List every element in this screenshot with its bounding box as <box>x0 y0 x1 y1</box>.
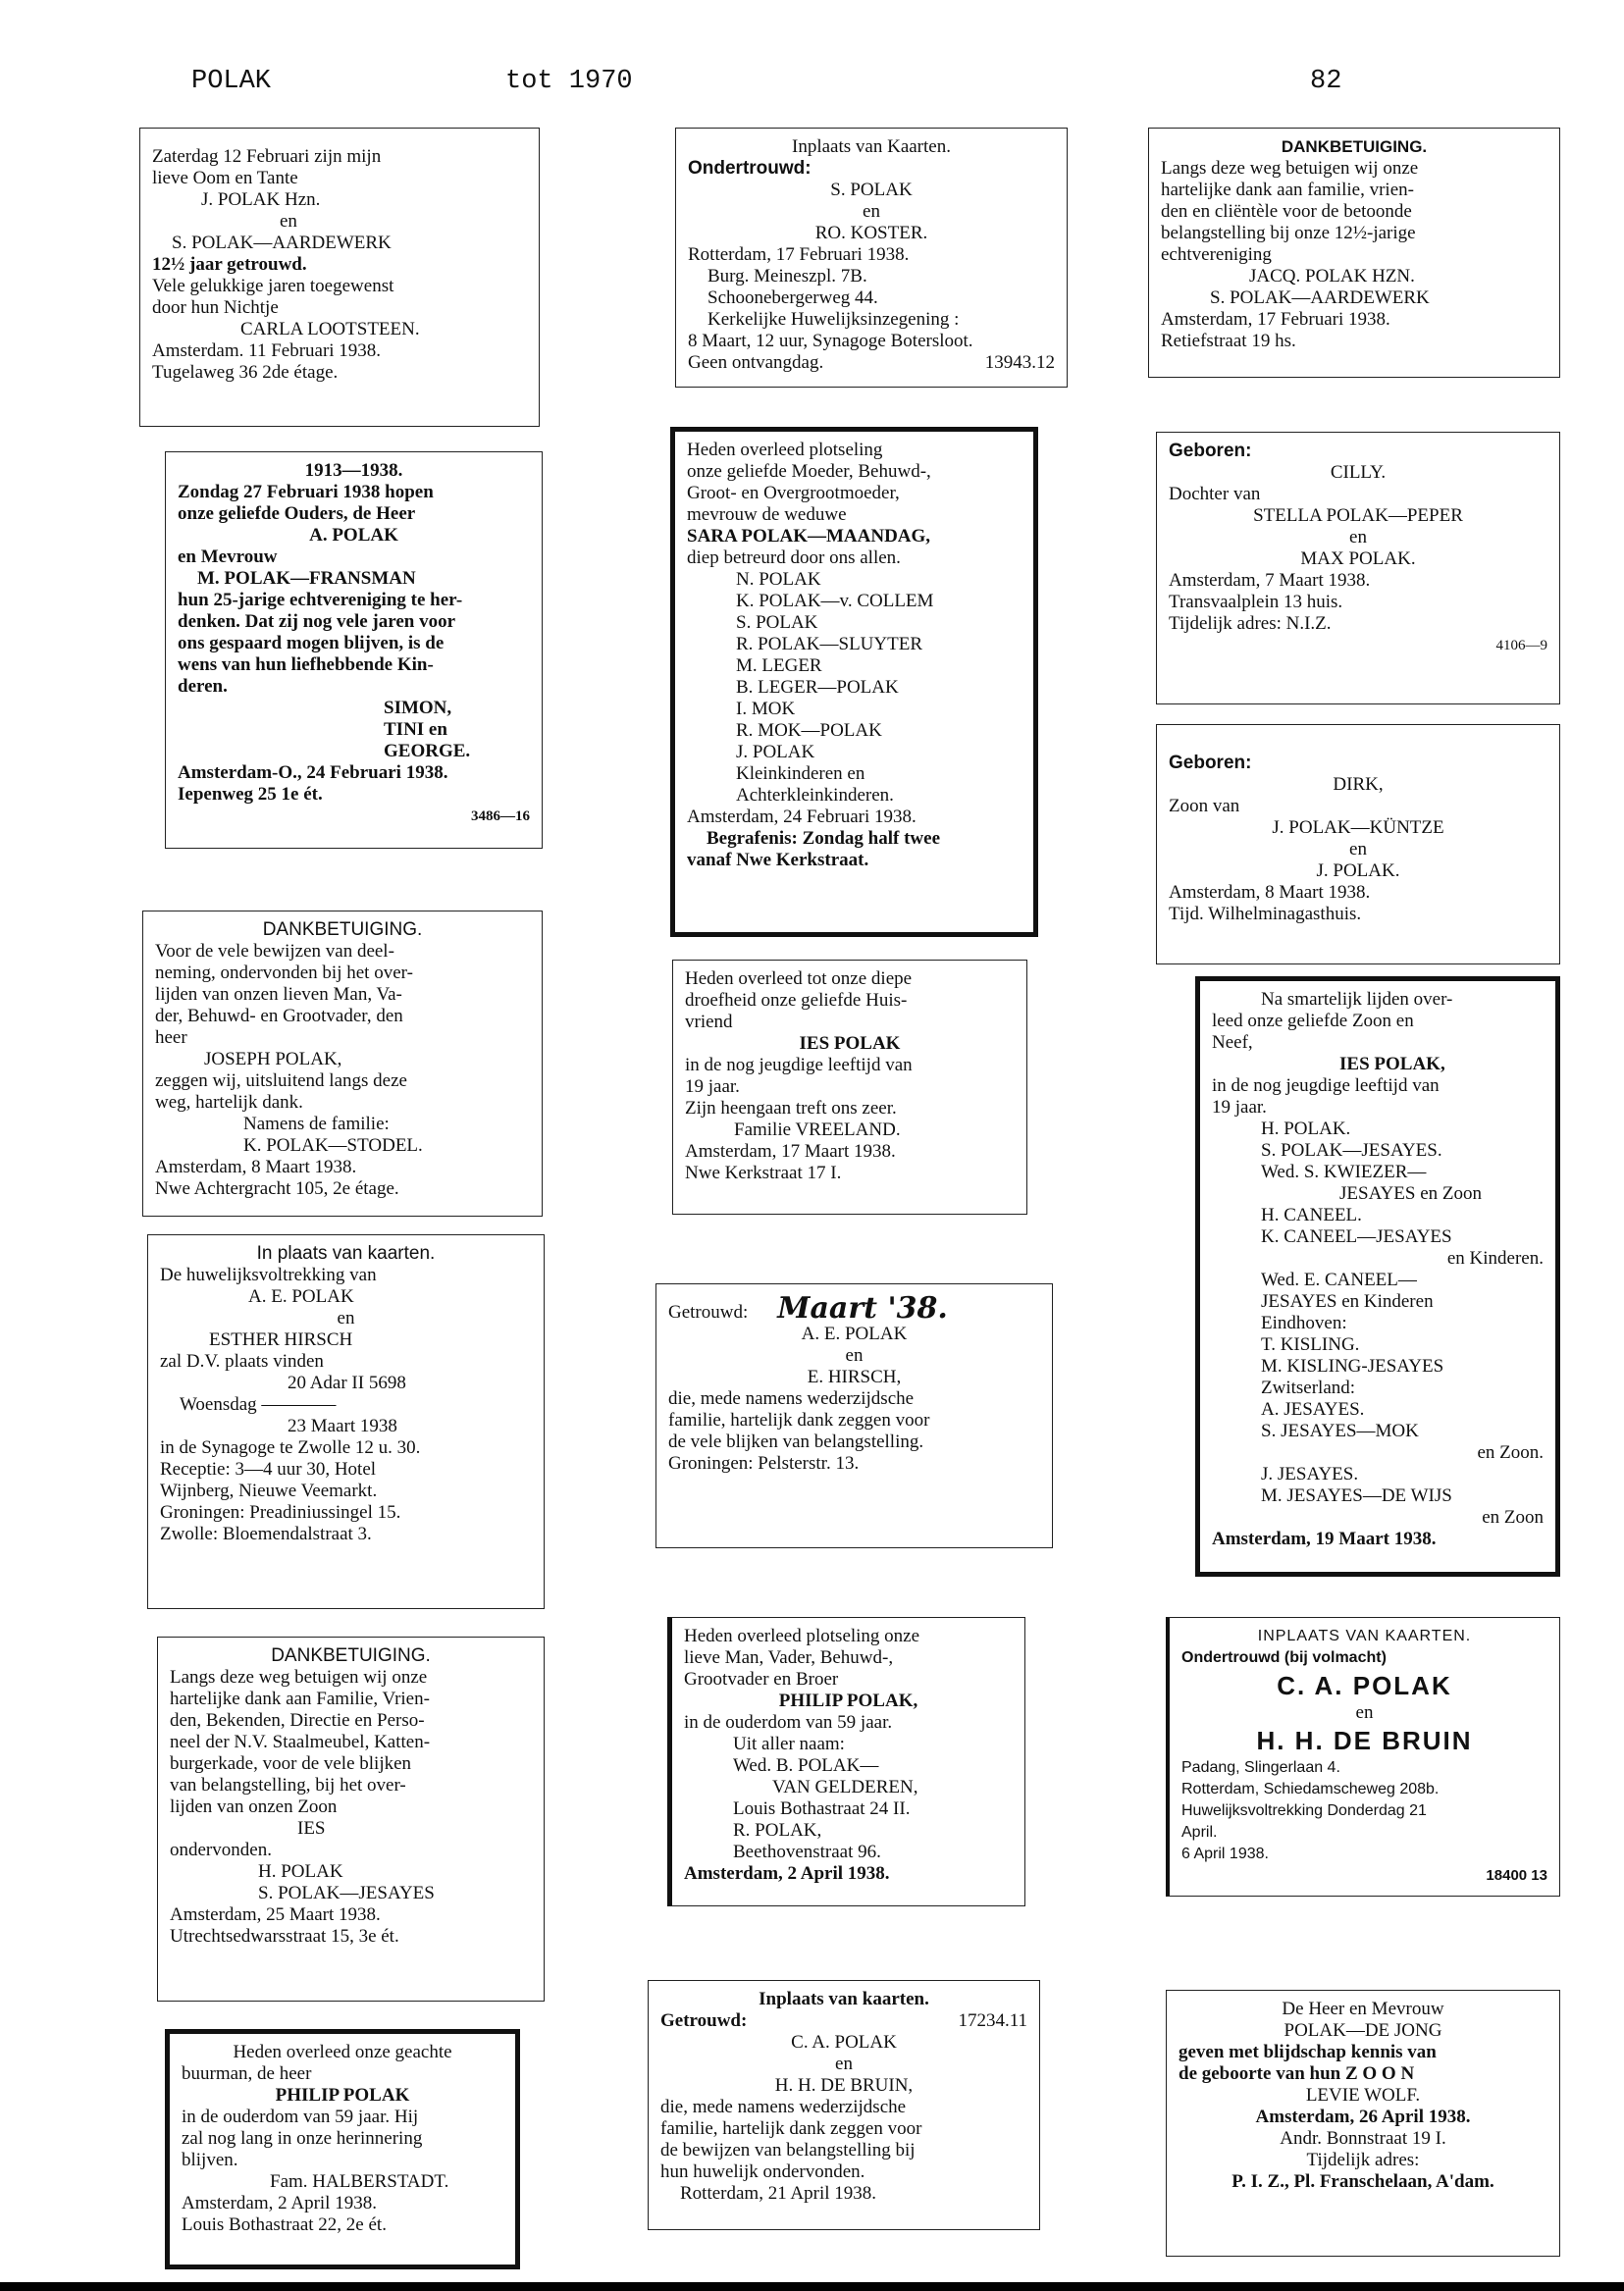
text-line: IES <box>297 1818 326 1839</box>
text-line: J. POLAK—KÜNTZE <box>1272 817 1444 838</box>
text-line: 6 April 1938. <box>1181 1846 1269 1862</box>
text-line: Zijn heengaan treft ons zeer. <box>685 1098 897 1119</box>
text-line: Geboren: <box>1169 753 1252 773</box>
text-line: Groningen: Pelsterstr. 13. <box>668 1453 860 1474</box>
text-line: M. LEGER <box>736 655 822 676</box>
text-line: in de Synagoge te Zwolle 12 u. 30. <box>160 1437 421 1458</box>
text-line: S. POLAK—AARDEWERK <box>1210 287 1430 308</box>
text-line: lijden van onzen lieven Man, Va- <box>155 984 402 1005</box>
text-line: en <box>845 1345 864 1366</box>
text-line: IES POLAK <box>799 1033 901 1054</box>
text-line: Kleinkinderen en <box>736 763 865 784</box>
text-line: de bewijzen van belangstelling bij <box>660 2140 916 2161</box>
text-line: Iepenweg 25 1e ét. <box>178 784 323 805</box>
text-line: S. POLAK <box>830 180 913 200</box>
text-line: Langs deze weg betuigen wij onze <box>1161 158 1419 179</box>
text-line: en <box>337 1308 355 1328</box>
text-line: K. CANEEL—JESAYES <box>1261 1226 1452 1247</box>
page-header-title: POLAK <box>191 67 272 96</box>
text-line: Amsterdam. 11 Februari 1938. <box>152 340 382 361</box>
announcement-thanks-ies-polak <box>157 1637 545 2002</box>
text-line: zal D.V. plaats vinden <box>160 1351 324 1372</box>
text-line: Rotterdam, Schiedamscheweg 208b. <box>1181 1781 1440 1797</box>
text-line: Achterkleinkinderen. <box>736 785 894 806</box>
text-line: SIMON, <box>384 698 452 718</box>
text-line: Amsterdam, 8 Maart 1938. <box>155 1157 357 1177</box>
text-line: Transvaalplein 13 huis. <box>1169 592 1343 612</box>
text-line: Eindhoven: <box>1261 1313 1347 1333</box>
text-line: in de nog jeugdige leeftijd van <box>1212 1075 1440 1096</box>
text-line: lijden van onzen Zoon <box>170 1796 338 1817</box>
text-line: neel der N.V. Staalmeubel, Katten- <box>170 1732 431 1752</box>
text-line: R. POLAK—SLUYTER <box>736 634 923 654</box>
text-line: Rotterdam, 21 April 1938. <box>680 2183 877 2204</box>
text-line: Begrafenis: Zondag half twee <box>707 828 941 849</box>
text-line: der, Behuwd- en Grootvader, den <box>155 1006 403 1026</box>
text-line: den, Bekenden, Directie en Perso- <box>170 1710 425 1731</box>
text-line: den en cliëntèle voor de betoonde <box>1161 201 1412 222</box>
text-line: A. E. POLAK <box>248 1286 354 1307</box>
text-line: van belangstelling, bij het over- <box>170 1775 406 1796</box>
text-line: Dochter van <box>1169 484 1261 504</box>
announcement-thanks-jacq-polak <box>1148 128 1560 378</box>
text-line: Ondertrouwd: <box>688 158 812 179</box>
text-line: Na smartelijk lijden over- <box>1261 989 1453 1010</box>
text-line: lieve Oom en Tante <box>152 168 298 188</box>
text-line: vriend <box>685 1012 733 1032</box>
announcement-married-polak-de-bruin <box>648 1980 1040 2230</box>
text-line: Voor de vele bewijzen van deel- <box>155 941 394 962</box>
text-line: de geboorte van hun Z O O N <box>1179 2063 1415 2084</box>
text-line: E. HIRSCH, <box>807 1367 902 1387</box>
text-line: Heden overleed onze geachte <box>233 2042 452 2062</box>
handwritten-date: Maart '38. <box>777 1291 948 1326</box>
text-line: Grootvader en Broer <box>684 1669 839 1690</box>
text-line: INPLAATS VAN KAARTEN. <box>1257 1628 1472 1644</box>
text-line: LEVIE WOLF. <box>1305 2085 1421 2106</box>
announcement-25-year-anniversary <box>165 451 543 849</box>
text-line: Zwolle: Bloemendalstraat 3. <box>160 1524 372 1544</box>
text-line: P. I. Z., Pl. Franschelaan, A'dam. <box>1231 2171 1494 2192</box>
text-line: ESTHER HIRSCH <box>209 1329 353 1350</box>
text-line: De Heer en Mevrouw <box>1282 1999 1444 2019</box>
text-line: belangstelling bij onze 12½-jarige <box>1161 223 1416 243</box>
text-line: lieve Man, Vader, Behuwd-, <box>684 1647 894 1668</box>
text-line: S. POLAK <box>736 612 818 633</box>
text-line: Tijd. Wilhelminagasthuis. <box>1169 904 1362 924</box>
text-line: C. A. POLAK <box>791 2032 897 2053</box>
text-line: VAN GELDEREN, <box>772 1777 918 1797</box>
announcement-married-polak-hirsch <box>655 1283 1053 1548</box>
text-line: neming, ondervonden bij het over- <box>155 963 413 983</box>
text-line: S. JESAYES—MOK <box>1261 1421 1419 1441</box>
text-line: onze geliefde Moeder, Behuwd-, <box>687 461 931 482</box>
text-line: 19 jaar. <box>685 1076 740 1097</box>
text-line: S. POLAK—JESAYES <box>258 1883 435 1903</box>
announcement-birth-levie-wolf <box>1166 1990 1560 2257</box>
text-line: Tijdelijk adres: N.I.Z. <box>1169 613 1332 634</box>
text-line: Amsterdam, 2 April 1938. <box>684 1863 890 1884</box>
text-line: I. MOK <box>736 699 796 719</box>
announcement-birth-dirk <box>1156 724 1560 964</box>
text-line: 20 Adar II 5698 <box>288 1373 406 1393</box>
text-line: de vele blijken van belangstelling. <box>668 1432 924 1452</box>
text-line: Familie VREELAND. <box>734 1119 901 1140</box>
text-line: STELLA POLAK—PEPER <box>1253 505 1463 526</box>
text-line: Amsterdam, 8 Maart 1938. <box>1169 882 1371 903</box>
text-line: Nwe Achtergracht 105, 2e étage. <box>155 1178 399 1199</box>
text-line: Andr. Bonnstraat 19 I. <box>1280 2128 1446 2149</box>
text-line: Amsterdam, 17 Maart 1938. <box>685 1141 896 1162</box>
text-line: K. POLAK—v. COLLEM <box>736 591 934 611</box>
text-line: geven met blijdschap kennis van <box>1179 2042 1437 2062</box>
announcement-birth-cilly <box>1156 432 1560 704</box>
text-line: In plaats van kaarten. <box>256 1243 436 1264</box>
text-line: Amsterdam, 17 Februari 1938. <box>1161 309 1390 330</box>
text-line: C. A. POLAK <box>1277 1671 1452 1700</box>
text-line: zeggen wij, uitsluitend langs deze <box>155 1070 407 1091</box>
announcement-thanks-joseph-polak <box>142 911 543 1217</box>
text-line: PHILIP POLAK <box>275 2085 410 2106</box>
text-line: familie, hartelijk dank zeggen voor <box>668 1410 930 1431</box>
text-line: zal nog lang in onze herinnering <box>182 2128 423 2149</box>
page-number: 82 <box>1310 67 1342 96</box>
text-line: Geboren: <box>1169 441 1252 461</box>
text-line: Heden overleed tot onze diepe <box>685 968 913 989</box>
text-line: 8 Maart, 12 uur, Synagoge Botersloot. <box>688 331 973 351</box>
text-line: blijven. <box>182 2150 238 2170</box>
text-line: Heden overleed plotseling <box>687 440 883 460</box>
text-line: R. MOK—POLAK <box>736 720 882 741</box>
text-line: Wed. E. CANEEL— <box>1261 1270 1417 1290</box>
text-line: 23 Maart 1938 <box>288 1416 397 1436</box>
text-line: A. POLAK <box>309 525 398 546</box>
text-line: die, mede namens wederzijdsche <box>660 2097 907 2117</box>
text-line: Nwe Kerkstraat 17 I. <box>685 1163 842 1183</box>
text-line: Schoonebergerweg 44. <box>707 287 878 308</box>
text-line: Geen ontvangdag. <box>688 352 824 373</box>
text-line: CILLY. <box>1330 462 1387 483</box>
text-line: Wijnberg, Nieuwe Veemarkt. <box>160 1481 378 1501</box>
text-line: Tijdelijk adres: <box>1306 2150 1420 2170</box>
text-line: wens van hun liefhebbende Kin- <box>178 654 434 675</box>
text-line: S. POLAK—JESAYES. <box>1261 1140 1442 1161</box>
text-line: hartelijke dank aan Familie, Vrien- <box>170 1689 430 1709</box>
married-row <box>668 1291 1040 1326</box>
text-line: in de ouderdom van 59 jaar. <box>684 1712 893 1733</box>
text-line: onze geliefde Ouders, de Heer <box>178 503 416 524</box>
text-line: en <box>835 2054 853 2074</box>
text-line: DIRK, <box>1333 774 1384 795</box>
text-line: en Kinderen. <box>1446 1248 1544 1269</box>
text-line: Beethovenstraat 96. <box>733 1842 881 1862</box>
text-line: DANKBETUIGING. <box>1281 137 1428 156</box>
text-line: vanaf Nwe Kerkstraat. <box>687 850 869 870</box>
text-line: Heden overleed plotseling onze <box>684 1626 920 1646</box>
text-line: en <box>1349 839 1367 859</box>
text-line: Zoon van <box>1169 796 1240 816</box>
text-line: hartelijke dank aan familie, vrien- <box>1161 180 1414 200</box>
text-line: diep betreurd door ons allen. <box>687 547 901 568</box>
text-line: Getrouwd: <box>668 1302 749 1323</box>
text-line: ons gespaard mogen blijven, is de <box>178 633 445 653</box>
text-line: JESAYES en Zoon <box>1339 1183 1482 1204</box>
text-line: Huwelijksvoltrekking Donderdag 21 <box>1181 1802 1427 1819</box>
text-line: B. LEGER—POLAK <box>736 677 899 698</box>
text-line: DANKBETUIGING. <box>262 919 423 940</box>
text-line: H. CANEEL. <box>1261 1205 1362 1225</box>
text-line: N. POLAK <box>736 569 821 590</box>
text-line: Woensdag ———— <box>180 1394 337 1415</box>
text-line: Langs deze weg betuigen wij onze <box>170 1667 428 1688</box>
text-line: Inplaats van Kaarten. <box>792 136 951 157</box>
text-line: Ondertrouwd (bij volmacht) <box>1181 1649 1387 1666</box>
announcement-death-sara-polak <box>670 427 1038 937</box>
text-line: mevrouw de weduwe <box>687 504 847 525</box>
text-line: Neef, <box>1212 1032 1253 1053</box>
announcement-death-philip-polak-neighbours <box>165 2029 520 2269</box>
text-line: en <box>863 201 880 222</box>
announcement-engagement-polak-de-bruin <box>1166 1617 1560 1897</box>
text-line: J. POLAK Hzn. <box>201 189 321 210</box>
text-line: Vele gelukkige jaren toegewenst <box>152 276 394 296</box>
married-row <box>660 2010 1027 2032</box>
text-line: Inplaats van kaarten. <box>759 1989 929 2009</box>
announcement-death-ies-polak-family <box>1195 976 1560 1577</box>
text-line: en Zoon. <box>1477 1442 1544 1463</box>
text-line: Groningen: Preadiniussingel 15. <box>160 1502 401 1523</box>
text-line: ondervonden. <box>170 1840 272 1860</box>
text-line: Amsterdam, 24 Februari 1938. <box>687 807 917 827</box>
text-line: 19 jaar. <box>1212 1097 1267 1118</box>
text-line: en Mevrouw <box>178 547 278 567</box>
text-line: Getrouwd: <box>660 2010 748 2031</box>
text-line: Zaterdag 12 Februari zijn mijn <box>152 146 382 167</box>
text-line: Amsterdam, 2 April 1938. <box>182 2193 377 2213</box>
text-line: Louis Bothastraat 22, 2e ét. <box>182 2214 387 2235</box>
text-line: in de ouderdom van 59 jaar. Hij <box>182 2107 419 2127</box>
ad-code: 17234.11 <box>958 2010 1027 2031</box>
ad-code: 4106—9 <box>1495 638 1547 653</box>
text-line: door hun Nichtje <box>152 297 279 318</box>
text-line: Burg. Meineszpl. 7B. <box>707 266 867 286</box>
text-line: 1913—1938. <box>304 460 403 481</box>
text-line: IES POLAK, <box>1339 1054 1445 1074</box>
text-line: Amsterdam, 7 Maart 1938. <box>1169 570 1371 591</box>
text-line: Groot- en Overgrootmoeder, <box>687 483 900 503</box>
text-line: R. POLAK, <box>733 1820 822 1841</box>
text-line: MAX POLAK. <box>1300 548 1416 569</box>
text-line: SARA POLAK—MAANDAG, <box>687 526 931 547</box>
text-line: M. POLAK—FRANSMAN <box>197 568 416 589</box>
text-line: Receptie: 3—4 uur 30, Hotel <box>160 1459 377 1480</box>
text-line: echtvereniging <box>1161 244 1272 265</box>
text-line: Amsterdam, 25 Maart 1938. <box>170 1904 381 1925</box>
announcement-engagement-polak-koster <box>675 128 1068 388</box>
text-line: Kerkelijke Huwelijksinzegening : <box>707 309 960 330</box>
text-line: Namens de familie: <box>243 1114 390 1134</box>
text-line: 12½ jaar getrouwd. <box>152 254 307 275</box>
text-line: Uit aller naam: <box>733 1734 845 1754</box>
ad-code: 18400 13 <box>1486 1867 1547 1884</box>
text-line: heer <box>155 1027 187 1048</box>
text-line: Zondag 27 Februari 1938 hopen <box>178 482 434 502</box>
text-line: die, mede namens wederzijdsche <box>668 1388 915 1409</box>
text-line: Tugelaweg 36 2de étage. <box>152 362 339 383</box>
announcement-death-ies-polak-vreeland <box>672 960 1027 1215</box>
text-line: hun huwelijk ondervonden. <box>660 2161 865 2182</box>
text-line: De huwelijksvoltrekking van <box>160 1265 377 1285</box>
text-line: Utrechtsedwarsstraat 15, 3e ét. <box>170 1926 399 1947</box>
text-line: en <box>1349 527 1367 547</box>
text-line: H. H. DE BRUIN, <box>774 2075 914 2096</box>
text-line: familie, hartelijk dank zeggen voor <box>660 2118 922 2139</box>
text-line: Fam. HALBERSTADT. <box>270 2171 449 2192</box>
text-line: A. JESAYES. <box>1261 1399 1365 1420</box>
text-line: Amsterdam, 19 Maart 1938. <box>1212 1529 1437 1549</box>
text-line: hun 25-jarige echtvereniging te her- <box>178 590 463 610</box>
text-line: Wed. B. POLAK— <box>733 1755 879 1776</box>
text-line: en <box>1355 1702 1374 1723</box>
text-line: en <box>280 211 297 232</box>
text-line: S. POLAK—AARDEWERK <box>172 233 392 253</box>
text-line: J. POLAK <box>736 742 815 762</box>
text-line: PHILIP POLAK, <box>778 1691 918 1711</box>
text-line: TINI en <box>384 719 447 740</box>
text-line: Amsterdam-O., 24 Februari 1938. <box>178 762 448 783</box>
text-line: JESAYES en Kinderen <box>1261 1291 1434 1312</box>
page-bottom-border <box>0 2282 1624 2291</box>
text-line: weg, hartelijk dank. <box>155 1092 303 1113</box>
text-line: Retiefstraat 19 hs. <box>1161 331 1296 351</box>
text-line: K. POLAK—STODEL. <box>243 1135 423 1156</box>
text-line: Rotterdam, 17 Februari 1938. <box>688 244 910 265</box>
text-line: H. POLAK. <box>1261 1119 1351 1139</box>
announcement-death-philip-polak <box>667 1617 1025 1906</box>
text-line: M. JESAYES—DE WIJS <box>1261 1485 1452 1506</box>
ad-code: 3486—16 <box>471 808 530 824</box>
text-line: M. KISLING-JESAYES <box>1261 1356 1444 1377</box>
text-line: leed onze geliefde Zoon en <box>1212 1011 1414 1031</box>
text-line: en Zoon <box>1482 1507 1544 1528</box>
text-line: burgerkade, voor de vele blijken <box>170 1753 412 1774</box>
text-line: Louis Bothastraat 24 II. <box>733 1798 911 1819</box>
text-line: T. KISLING. <box>1261 1334 1360 1355</box>
ad-code: 13943.12 <box>984 352 1055 373</box>
text-line: Padang, Slingerlaan 4. <box>1181 1759 1340 1776</box>
text-line: A. E. POLAK <box>801 1324 908 1344</box>
text-line: deren. <box>178 676 228 697</box>
text-line: Amsterdam, 26 April 1938. <box>1255 2107 1471 2127</box>
text-line: GEORGE. <box>384 741 471 761</box>
text-line: buurman, de heer <box>182 2063 312 2084</box>
text-line: JOSEPH POLAK, <box>204 1049 342 1069</box>
text-line: H. H. DE BRUIN <box>1256 1726 1473 1755</box>
text-line: Zwitserland: <box>1261 1378 1356 1398</box>
text-line: droefheid onze geliefde Huis- <box>685 990 908 1011</box>
text-line: April. <box>1181 1824 1218 1841</box>
text-line: CARLA LOOTSTEEN. <box>240 319 420 339</box>
text-line: Wed. S. KWIEZER— <box>1261 1162 1427 1182</box>
footer-row <box>688 352 1055 374</box>
announcement-anniversary-aardewerk <box>139 128 540 427</box>
text-line: H. POLAK <box>258 1861 343 1882</box>
text-line: POLAK—DE JONG <box>1283 2020 1442 2041</box>
text-line: J. POLAK. <box>1316 860 1400 881</box>
page-header-range: tot 1970 <box>505 67 633 96</box>
text-line: JACQ. POLAK HZN. <box>1249 266 1415 286</box>
text-line: RO. KOSTER. <box>814 223 928 243</box>
text-line: J. JESAYES. <box>1261 1464 1359 1484</box>
announcement-wedding-polak-hirsch <box>147 1234 545 1609</box>
text-line: DANKBETUIGING. <box>271 1645 431 1666</box>
text-line: denken. Dat zij nog vele jaren voor <box>178 611 456 632</box>
text-line: in de nog jeugdige leeftijd van <box>685 1055 913 1075</box>
